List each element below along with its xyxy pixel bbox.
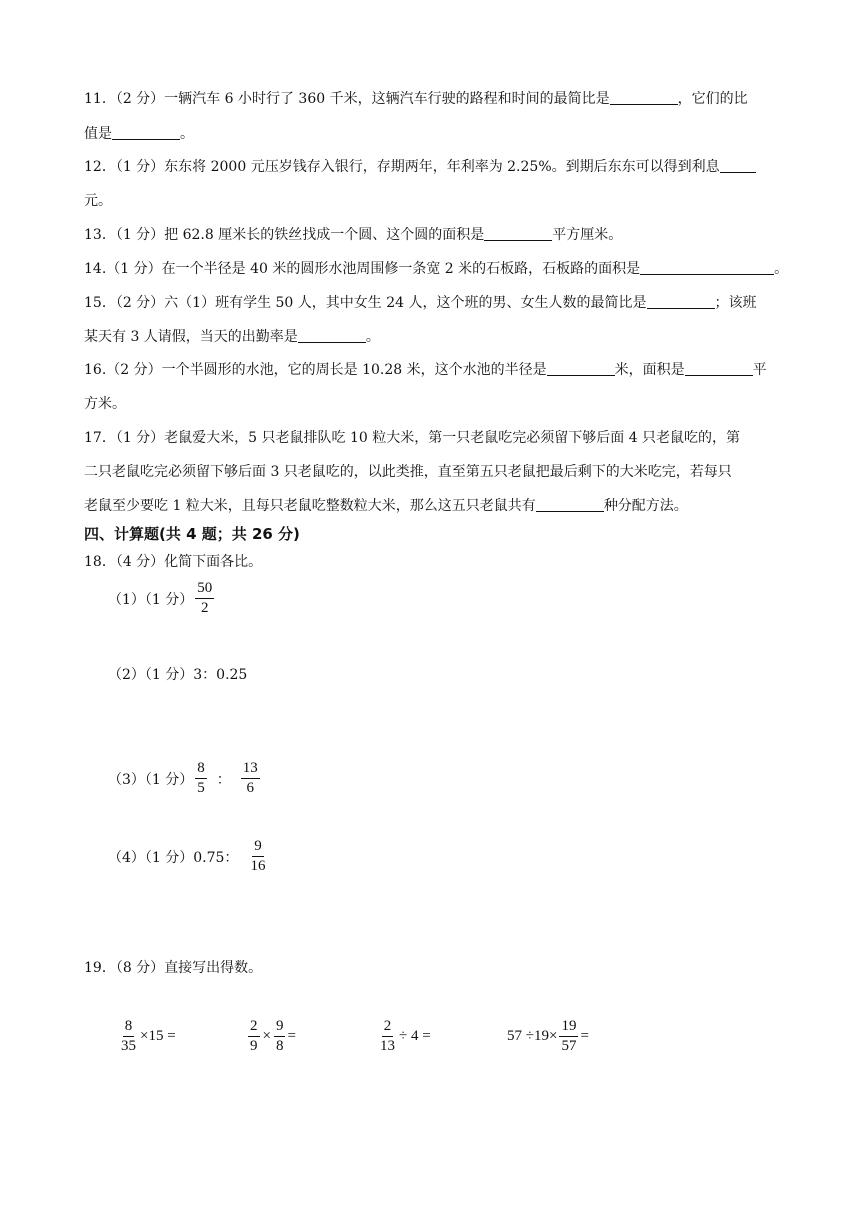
numerator: 8 bbox=[123, 1018, 135, 1037]
operator: × bbox=[262, 1028, 271, 1044]
question-15-text: 15．（2 分）六（1）班有学生 50 人，其中女生 24 人，这个班的男、女生人数的最简比是 bbox=[84, 295, 647, 311]
expression-3 bbox=[376, 1018, 431, 1055]
question-12-line-2 bbox=[84, 191, 814, 211]
question-15-text-2: 某天有 3 人请假，当天的出勤率是 bbox=[84, 329, 298, 345]
question-16-line-1 bbox=[84, 360, 814, 380]
expression-4 bbox=[507, 1018, 589, 1055]
question-11-text-tail: ，它们的比 bbox=[677, 91, 748, 107]
part-label: （2）（1 分）3：0.25 bbox=[108, 667, 248, 683]
expression-1 bbox=[117, 1018, 176, 1055]
question-13-text-tail: 平方厘米。 bbox=[552, 227, 623, 243]
answer-blank[interactable] bbox=[484, 226, 552, 241]
question-17-line-3 bbox=[84, 496, 814, 516]
question-14-text: 14.（1 分）在一个半径是 40 米的圆形水池周围修一条宽 2 米的石板路，石板路的面积是 bbox=[84, 261, 641, 277]
numerator: 9 bbox=[252, 838, 264, 857]
denominator: 35 bbox=[121, 1038, 136, 1054]
question-11-line-1 bbox=[84, 89, 814, 109]
question-15-text-tail: ；该班 bbox=[714, 295, 757, 311]
denominator: 2 bbox=[201, 600, 209, 616]
question-15-text-2-tail: 。 bbox=[365, 329, 380, 345]
question-18-title: 18．（4 分）化简下面各比。 bbox=[84, 554, 263, 570]
answer-blank[interactable] bbox=[647, 294, 715, 309]
denominator: 13 bbox=[380, 1038, 395, 1054]
fraction bbox=[195, 760, 207, 797]
fraction bbox=[248, 1018, 260, 1055]
question-16-text-mid: 米，面积是 bbox=[614, 362, 685, 378]
question-14-text-tail: 。 bbox=[774, 261, 789, 277]
question-11-text-2: 值是 bbox=[84, 126, 112, 142]
answer-blank[interactable] bbox=[720, 158, 756, 173]
answer-blank[interactable] bbox=[298, 328, 366, 343]
question-13-text: 13．（1 分）把 62.8 厘米长的铁丝找成一个圆、这个圆的面积是 bbox=[84, 227, 485, 243]
question-17-line-1 bbox=[84, 428, 814, 448]
expression-tail: ÷ 4 = bbox=[399, 1028, 431, 1044]
question-18-part-2 bbox=[108, 664, 247, 684]
ratio-separator: ： bbox=[216, 771, 231, 788]
fraction bbox=[195, 580, 214, 617]
question-18-part-4 bbox=[108, 838, 269, 875]
part-label: （1）（1 分） bbox=[108, 591, 194, 608]
fraction bbox=[119, 1018, 138, 1055]
fraction bbox=[559, 1018, 578, 1055]
question-11-text: 11．（2 分）一辆汽车 6 小时行了 360 千米，这辆汽车行驶的路程和时间的最简比是 bbox=[84, 91, 610, 107]
question-13-line-1 bbox=[84, 225, 814, 245]
numerator: 50 bbox=[195, 580, 214, 599]
question-11-line-2 bbox=[84, 124, 814, 144]
numerator: 9 bbox=[274, 1018, 286, 1037]
part-label: （3）（1 分） bbox=[108, 771, 194, 788]
numerator: 2 bbox=[382, 1018, 394, 1037]
fraction bbox=[274, 1018, 286, 1055]
expression-tail: = bbox=[287, 1028, 296, 1044]
answer-blank[interactable] bbox=[685, 361, 753, 376]
part-label: （4）（1 分）0.75： bbox=[108, 849, 239, 866]
question-17-text-3: 老鼠至少要吃 1 粒大米，且每只老鼠吃整数粒大米，那么这五只老鼠共有 bbox=[84, 498, 536, 514]
question-16-text: 16.（2 分）一个半圆形的水池，它的周长是 10.28 米，这个水池的半径是 bbox=[84, 362, 547, 378]
fraction bbox=[378, 1018, 397, 1055]
question-12-text: 12．（1 分）东东将 2000 元压岁钱存入银行，存期两年，年利率为 2.25%。到期后东东可以得到利息 bbox=[84, 159, 720, 175]
question-14-line-1 bbox=[84, 259, 814, 279]
question-19-title: 19．（8 分）直接写出得数。 bbox=[84, 960, 263, 976]
answer-blank[interactable] bbox=[536, 497, 604, 512]
question-16-text-2: 方米。 bbox=[84, 396, 126, 412]
question-17-text-3-tail: 种分配方法。 bbox=[603, 498, 688, 514]
fraction bbox=[241, 760, 260, 797]
answer-blank[interactable] bbox=[640, 260, 774, 275]
question-17-line-2 bbox=[84, 462, 814, 482]
question-16-text-tail: 平 bbox=[752, 362, 767, 378]
question-17-text: 17．（1 分）老鼠爱大米，5 只老鼠排队吃 10 粒大米，第一只老鼠吃完必须留下够后面 4 只老鼠吃的，第 bbox=[84, 430, 741, 446]
question-17-text-2: 二只老鼠吃完必须留下够后面 3 只老鼠吃的，以此类推，直至第五只老鼠把最后剩下的大米吃完，若每只 bbox=[84, 464, 732, 480]
denominator: 16 bbox=[250, 858, 266, 874]
question-16-line-2 bbox=[84, 394, 814, 414]
expression-lead: 57 ÷19× bbox=[507, 1028, 558, 1044]
numerator: 19 bbox=[559, 1018, 578, 1037]
denominator: 6 bbox=[246, 780, 255, 796]
question-18-part-3 bbox=[108, 760, 262, 797]
expression-tail: ×15 = bbox=[140, 1028, 176, 1044]
expression-2 bbox=[246, 1018, 296, 1055]
question-11-text-2-tail: 。 bbox=[180, 126, 194, 142]
numerator: 8 bbox=[195, 760, 207, 779]
denominator: 9 bbox=[250, 1038, 258, 1054]
denominator: 8 bbox=[275, 1038, 284, 1054]
question-12-line-1 bbox=[84, 157, 814, 177]
answer-blank[interactable] bbox=[112, 125, 180, 140]
denominator: 5 bbox=[197, 780, 205, 796]
fraction bbox=[248, 838, 267, 875]
question-12-text-2: 元。 bbox=[84, 193, 112, 209]
answer-blank[interactable] bbox=[547, 361, 615, 376]
numerator: 2 bbox=[248, 1018, 260, 1037]
denominator: 57 bbox=[561, 1038, 577, 1054]
numerator: 13 bbox=[241, 760, 260, 779]
question-15-line-2 bbox=[84, 327, 814, 347]
question-18-part-1 bbox=[108, 580, 216, 617]
question-15-line-1 bbox=[84, 293, 814, 313]
expression-tail: = bbox=[580, 1028, 589, 1044]
section-heading: 四、计算题(共 4 题；共 26 分) bbox=[84, 525, 300, 543]
answer-blank[interactable] bbox=[610, 90, 678, 105]
